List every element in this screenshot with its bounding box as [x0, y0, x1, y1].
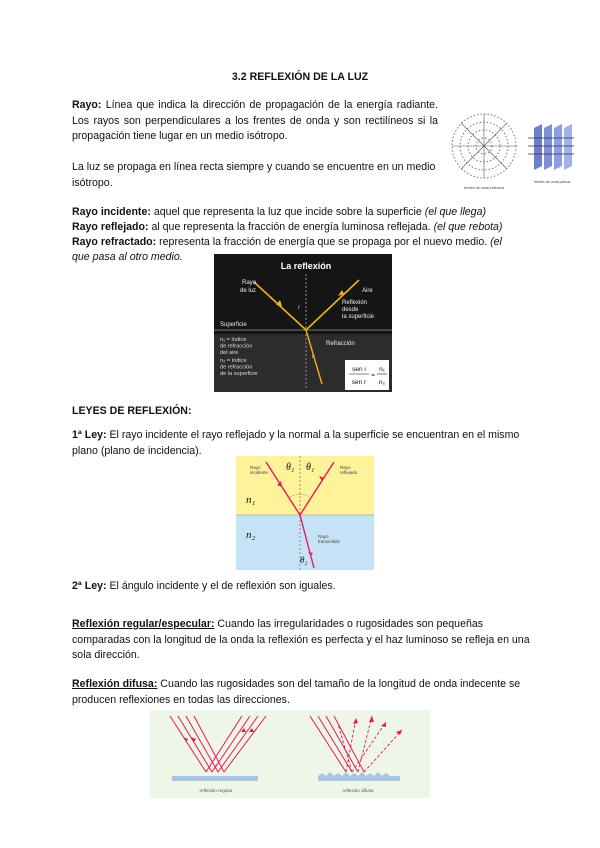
reflection-types-figure: [150, 710, 430, 798]
regular-term: Reflexión regular/especular:: [72, 618, 215, 630]
ley1-paragraph: [72, 428, 527, 459]
rayo-text: Línea que indica la dirección de propagación de la energía radiante. Los rayos son perpendiculares a los frentes de onda y son rectilíneos si la propagación tiene lugar en un medio isótropo.: [72, 99, 438, 142]
rayo-luz-label-2: de luz: [240, 288, 257, 294]
reflejado-text: al que representa la fracción de energía luminosa reflejada.: [148, 221, 434, 233]
formula-equals: =: [371, 372, 375, 379]
ley2-term: 2ª Ley:: [72, 580, 107, 592]
plane-caption: frentes de onda planos: [533, 180, 571, 184]
def-refractado: [72, 235, 542, 251]
isotropo-text: La luz se propaga en línea recta siempre y cuando se encuentre en un medio isótropo.: [72, 161, 436, 189]
reflejado-term: Rayo reflejado:: [72, 221, 149, 233]
theta1-label: θ₁: [286, 462, 295, 473]
incidente-note: (el que llega): [424, 206, 486, 218]
reflection-fig-background: [150, 710, 430, 798]
formula-denominator: sen r: [351, 379, 367, 386]
reflexion-desde-2: desde: [342, 307, 359, 313]
difusa-text: Cuando las rugosidades son del tamaño de la longitud de onda indecente se producen reflexiones en todas las direcciones.: [72, 678, 521, 706]
reflejado-note: (el que rebota): [433, 221, 503, 233]
reflejado-label-1: Rayo: [340, 465, 351, 470]
refractado-text: representa la fracción de energía que se propaga por el nuevo medio.: [156, 236, 491, 248]
theta2-label: θ₂: [300, 555, 308, 565]
refractado-label-1: Rayo: [318, 534, 329, 539]
def-incidente: [72, 205, 542, 221]
incidente-term: Rayo incidente:: [72, 206, 151, 218]
n2-desc-3: de la superficie: [220, 371, 258, 377]
regular-caption: reflexión regular: [199, 788, 233, 793]
ley2-text: El ángulo incidente y el de reflexión son iguales.: [106, 580, 336, 592]
snell-formula-box: [345, 360, 389, 390]
diffuse-caption: reflexión difusa: [342, 788, 374, 793]
refractado-term: Rayo refractado:: [72, 236, 157, 248]
formula-n1: n₁: [379, 366, 385, 373]
ley1-text: El rayo incidente el rayo reflejado y la normal a la superficie se encuentran en el mismo plano (plano de incidencia).: [72, 429, 520, 457]
refractado-label-2: transmitido: [318, 539, 341, 544]
incidente-label-1: Rayo: [250, 465, 261, 470]
difusa-term: Reflexión difusa:: [72, 678, 158, 690]
ley1-term: 1ª Ley:: [72, 429, 107, 441]
page-title: 3.2 REFLEXIÓN DE LA LUZ: [231, 71, 369, 83]
n2-desc-2: de refracción: [220, 364, 253, 371]
reflexion-figure: [214, 254, 392, 392]
refraccion-label: Refracción: [326, 341, 355, 347]
reflejado-label-2: reflejado: [340, 470, 358, 475]
regular-paragraph: [72, 617, 534, 664]
n1-label: n₁: [246, 494, 256, 506]
leyes-heading: LEYES DE REFLEXIÓN:: [72, 405, 192, 417]
n1-desc-2: de refracción: [220, 343, 253, 350]
rayo-term: Rayo:: [72, 99, 102, 111]
refractado-note-a: (el: [490, 236, 502, 248]
wave-fronts-figure: [446, 112, 576, 192]
ley2-paragraph: [72, 579, 527, 595]
rayo-paragraph: [72, 98, 438, 145]
incidente-label-2: incidente: [250, 470, 269, 475]
aire-label: Aire: [362, 288, 373, 294]
formula-n2: n₂: [378, 379, 386, 386]
plane-wave-icon: [528, 124, 574, 170]
incidente-text: aquel que representa la luz que incide sobre la superficie: [150, 206, 425, 218]
n2-label: n₂: [246, 529, 256, 541]
difusa-paragraph: [72, 677, 534, 708]
formula-numerator: sen i: [352, 366, 366, 373]
snell-figure: [236, 456, 374, 570]
isotropo-paragraph: [72, 160, 440, 191]
n1-desc-1: n₁ = índice: [220, 337, 247, 343]
regular-text: Cuando las irregularidades o rugosidades son pequeñas comparadas con la longitud de la onda la reflexión es perfecta y el haz luminoso se refleja en una sola dirección.: [72, 618, 530, 661]
reflexion-fig-title: La reflexión: [280, 261, 332, 271]
reflexion-desde-3: la superficie: [342, 314, 375, 320]
n2-desc-1: n₂ = índice: [220, 358, 247, 364]
def-reflejado: [72, 220, 542, 236]
reflexion-desde-1: Reflexión: [342, 300, 368, 306]
theta1p-label: θ₁: [306, 462, 315, 473]
angle-i-label: i: [298, 305, 300, 311]
angle-r-label: r: [312, 354, 315, 360]
rayo-luz-label-1: Rayo: [242, 280, 257, 286]
spherical-caption: frentes de onda esféricos: [463, 186, 505, 190]
n1-desc-3: del aire: [220, 350, 239, 356]
refractado-note-b: que pasa al otro medio.: [72, 251, 183, 263]
superficie-label: Superficie: [220, 322, 247, 328]
